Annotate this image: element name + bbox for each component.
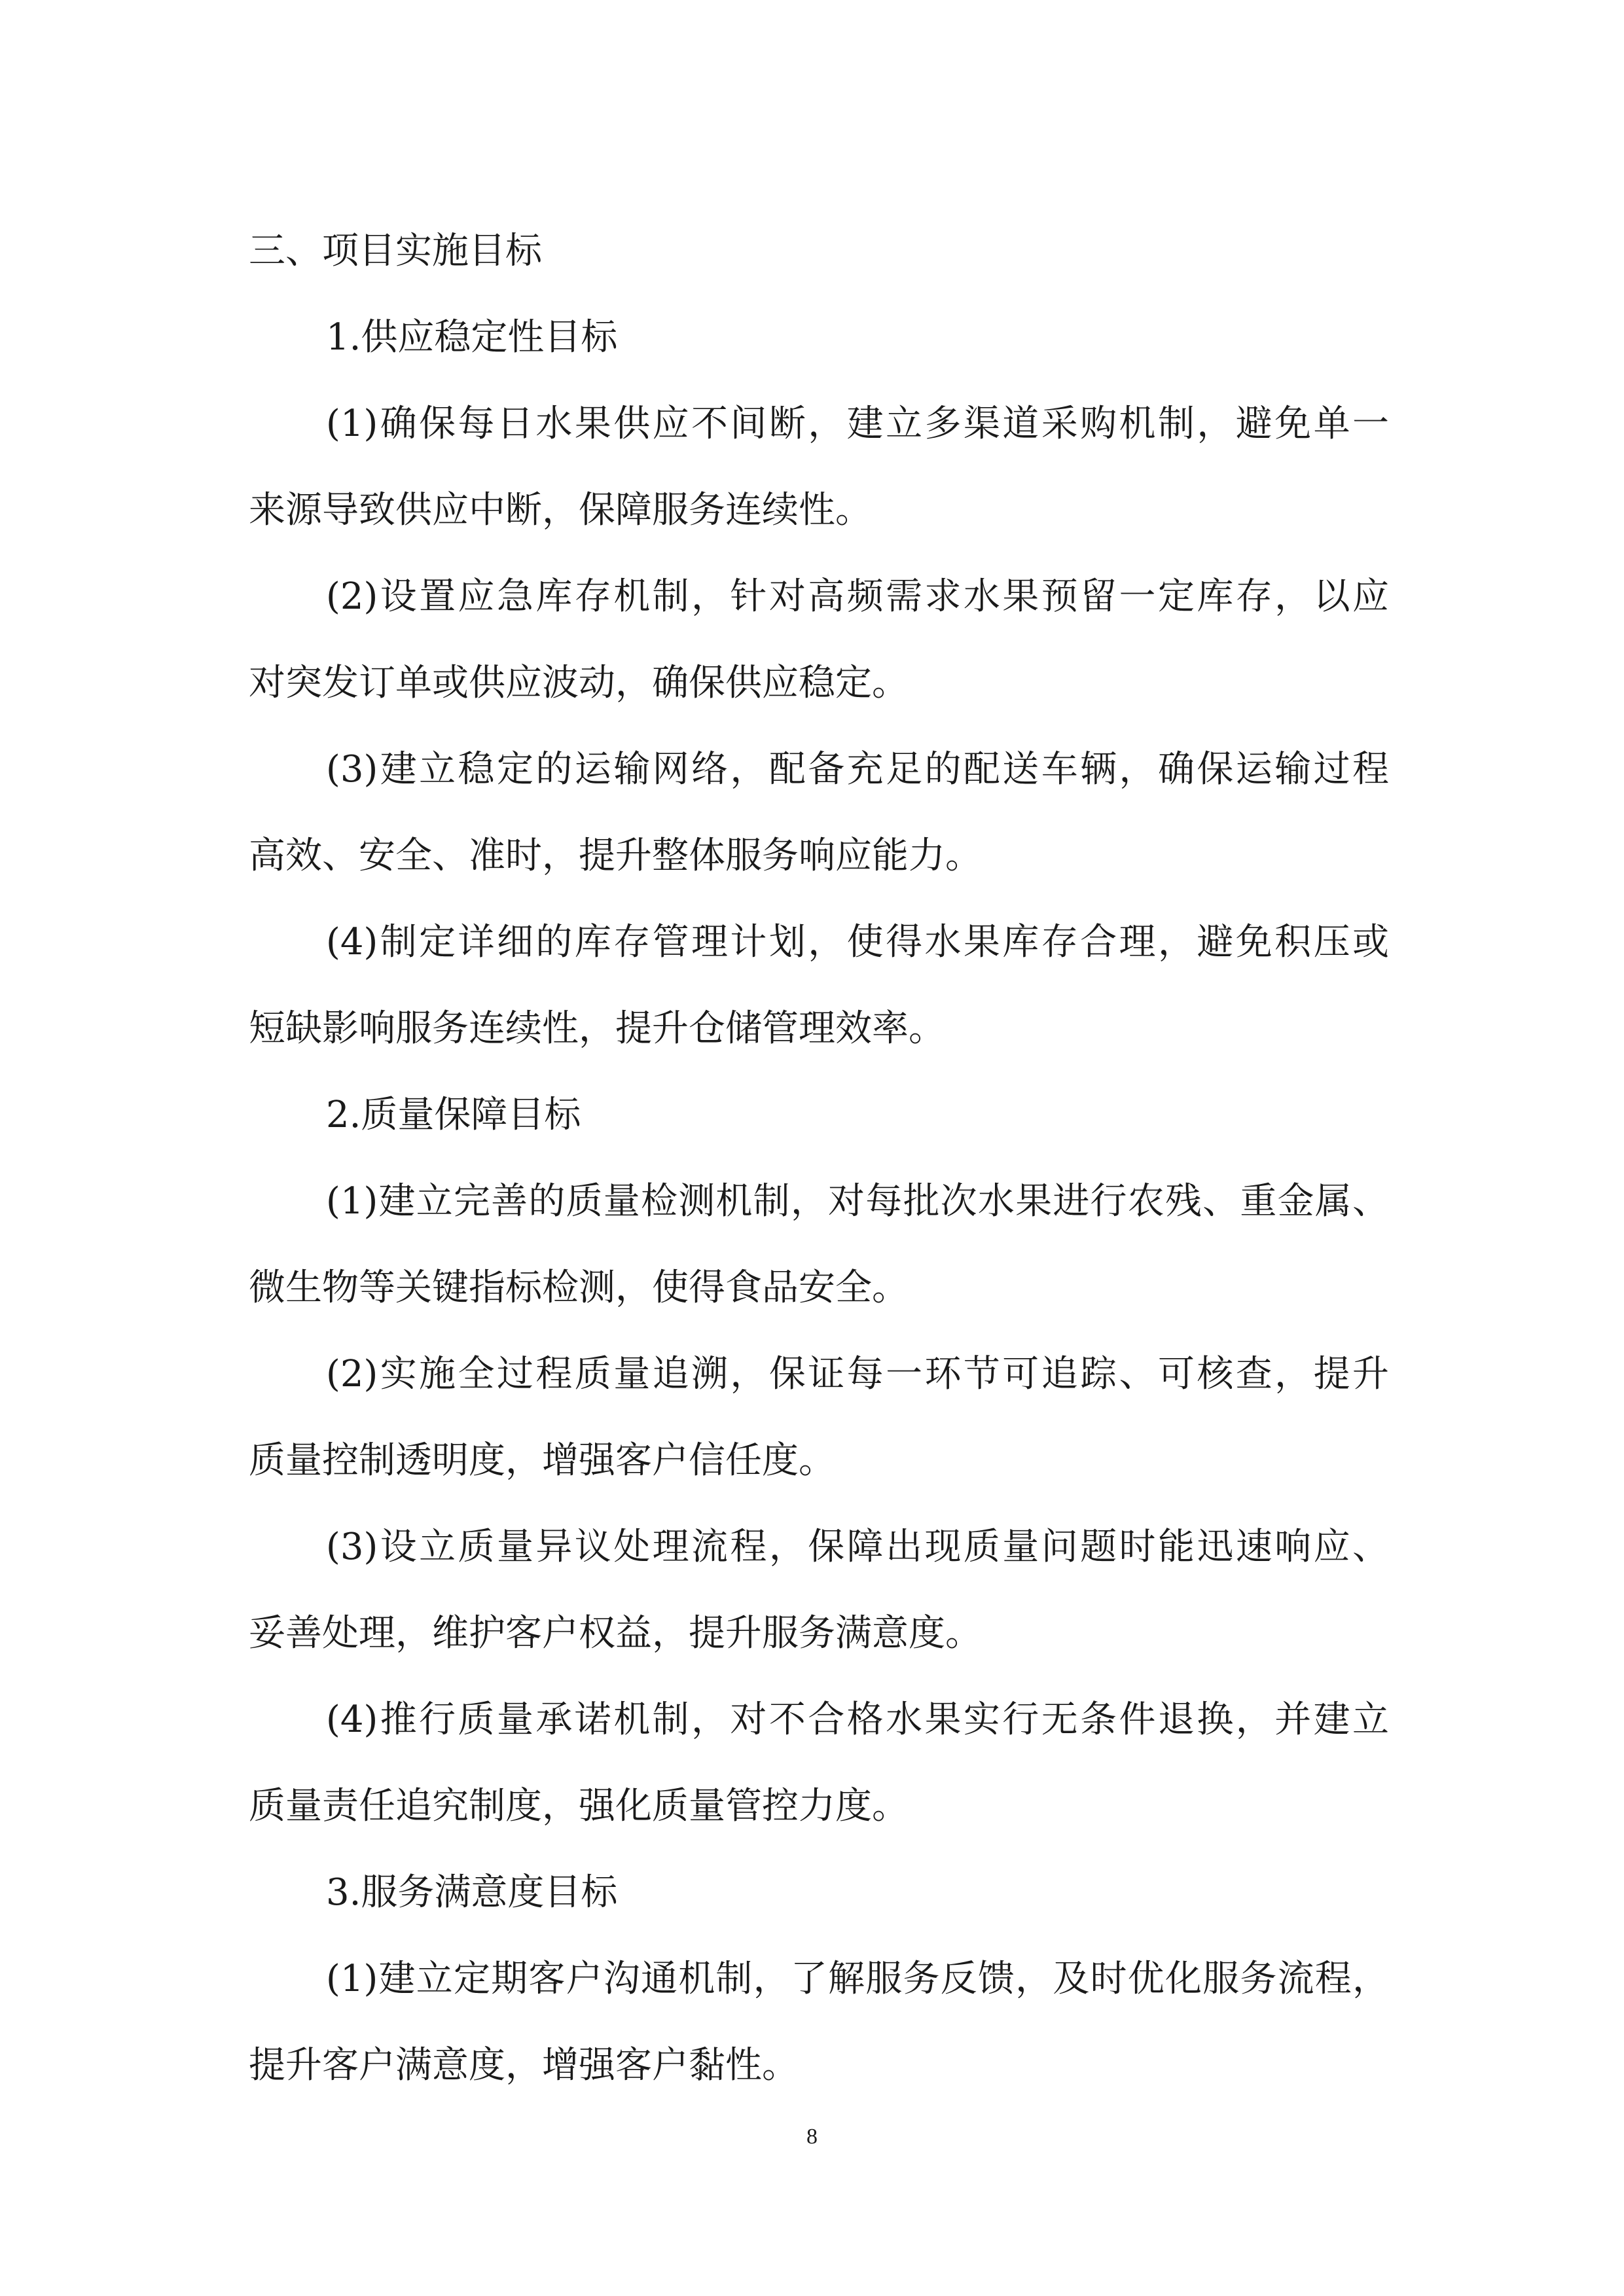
paragraph-line: (1)建立完善的质量检测机制，对每批次水果进行农残、重金属、 [326, 1180, 1389, 1223]
paragraph-line: 高效、安全、准时，提升整体服务响应能力。 [249, 834, 982, 877]
page-body [249, 208, 1389, 2109]
page-number: 8 [806, 2125, 818, 2149]
paragraph-line: 短缺影响服务连续性，提升仓储管理效率。 [249, 1007, 945, 1050]
paragraph-line: (1)确保每日水果供应不间断，建立多渠道采购机制，避免单一 [326, 403, 1389, 445]
paragraph-line: 提升客户满意度，增强客户黏性。 [249, 2044, 799, 2087]
paragraph-line: (3)设立质量异议处理流程，保障出现质量问题时能迅速响应、 [326, 1526, 1389, 1568]
paragraph-line: 对突发订单或供应波动，确保供应稳定。 [249, 662, 909, 704]
paragraph-line: 妥善处理，维护客户权益，提升服务满意度。 [249, 1612, 982, 1655]
subsection-heading-supply: 1.供应稳定性目标 [326, 316, 618, 359]
paragraph-line: (3)建立稳定的运输网络，配备充足的配送车辆，确保运输过程 [326, 748, 1389, 791]
paragraph-line: 来源导致供应中断，保障服务连续性。 [249, 489, 872, 531]
subsection-heading-satisfaction: 3.服务满意度目标 [326, 1871, 618, 1914]
paragraph-line: (4)推行质量承诺机制，对不合格水果实行无条件退换，并建立 [326, 1698, 1389, 1741]
paragraph-line: (4)制定详细的库存管理计划，使得水果库存合理，避免积压或 [326, 921, 1389, 963]
paragraph-line: (2)设置应急库存机制，针对高频需求水果预留一定库存，以应 [326, 575, 1389, 618]
section-heading: 三、项目实施目标 [249, 230, 542, 272]
paragraph-line: (2)实施全过程质量追溯，保证每一环节可追踪、可核查，提升 [326, 1353, 1389, 1395]
paragraph-line: 质量责任追究制度，强化质量管控力度。 [249, 1785, 909, 1827]
paragraph-line: 微生物等关键指标检测，使得食品安全。 [249, 1266, 909, 1309]
subsection-heading-quality: 2.质量保障目标 [326, 1094, 581, 1136]
paragraph-line: (1)建立定期客户沟通机制，了解服务反馈，及时优化服务流程， [326, 1958, 1389, 2000]
paragraph-line: 质量控制透明度，增强客户信任度。 [249, 1439, 835, 1482]
